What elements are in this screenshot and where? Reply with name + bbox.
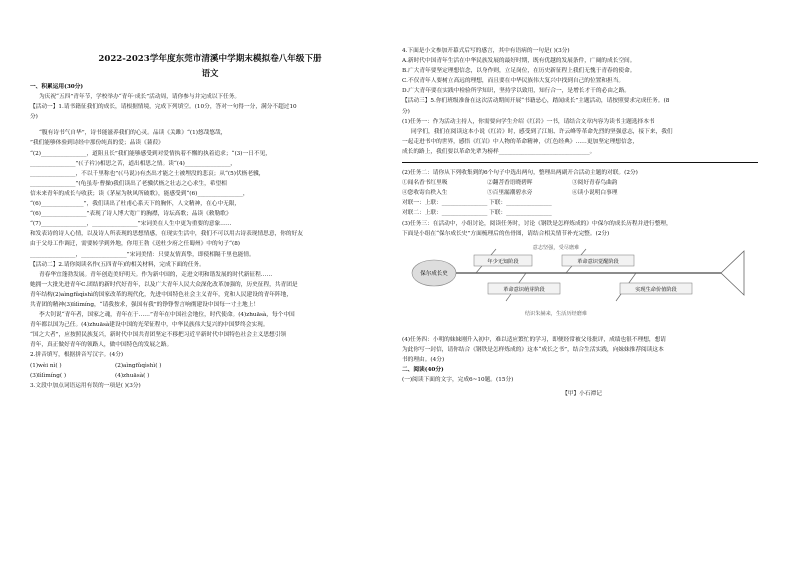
text-line: 青年结构(2)aìngfǔqìshì的国家改革的现代化，先进中国特色社会主义青年，党和人民建设的青年阵地，: [30, 291, 293, 298]
text-line: ________________，________________”宋词美情：只要友情真挚，即使相隔千里也能情。: [30, 251, 255, 258]
pinyin-option: (4)zhuāsà( ): [115, 372, 150, 379]
text-line: “(2)________________，道阻且长”我们能够感受到对爱情执着不懈的执着追求；“(3)一日不见，: [30, 150, 271, 157]
task-2: (2)任务二：请你从下列收集到的6个句子中选出两句，整理出两副开合活动主题的对联。(2分): [402, 170, 638, 177]
couplet-option: ①闻名香书红里吸: [402, 180, 448, 187]
answer-line: [402, 161, 758, 163]
fishbone-tail: [721, 251, 744, 295]
couplet-answer: 对联一：上联：________________ 下联：________________: [402, 200, 552, 207]
option-line: D.广大青年要在实践中检验所学知识，坚持学以致用，知行合一，是增长才干的必由之路。: [402, 88, 630, 95]
stage-label: 年少无知阶段: [487, 258, 519, 265]
text-line: “(6)_______________”，我们读出了杜甫心系天下的胸怀，人文精神，在心中无限，: [30, 201, 241, 208]
question-4: 4.下面是小文参加开幕式后写的感言，其中有语病的一句是( )(3分): [402, 48, 570, 54]
option-line: B.广大青年要坚定理想信念，以身作则，立足岗位，在历史新征程上我们无愧于青春的使命。: [402, 68, 636, 75]
stage-label: 革命意识觉醒阶段: [577, 258, 619, 265]
text-line: 分): [402, 108, 410, 115]
text-line: 【活动二】2.请你阅读名作(五四青年)的相关材料，完成下面的任务。: [30, 261, 205, 268]
task-4: 为此你写一封信，请你结合《钢铁是怎样炼成的》这本“成长之书”，结合生活实践，向妹妹推荐阅读这本: [402, 346, 664, 353]
text-line: “国之大者”，应按照民族复兴，新时代中国共青团坚定不移把习近平新时代中国特色社会主义思想引领: [30, 332, 287, 339]
text-line: 青年都以国为己任。(4)zhuāsà建设中国的光荣征程中，中华民族伟大复兴的中国梦终会实现。: [30, 322, 269, 329]
text-line: ________________”(龟虽寿·曹操)我们读出了老骥伏枥之壮志之心求生，希望相: [30, 180, 227, 187]
text-line: 和发表诗的诗人心情，以及诗人所表现的思想情感，在现实生活中，我们不可以用古诗表现情思意，你的好友: [30, 231, 303, 238]
pinyin-options: [30, 371, 390, 381]
task-3: 下面是小组在“保尔成长史”方面梳理后的鱼骨图，请结合相关情节补充完整。(2分): [402, 230, 610, 237]
text-line: 李大钊说“青年者，国家之魂，青年在于……”青年在中国社会地位，时代使命。(4)zhuāsà，每个中国: [39, 312, 295, 319]
fishbone-note: 意志坚强，受尽磨难: [532, 244, 580, 251]
text-line: 同学们，我们在阅读这本小说《红岩》时，感受到了江姐、许云峰等革命先烈的坚强意志，接下来，我们: [411, 128, 673, 135]
text-line: “(6)________________”表现了诗人博大宽广的胸襟，诗坛高歌；品读《敕勒歌》: [30, 211, 232, 218]
pinyin-option: (3)lìlìmíng( ): [30, 372, 67, 379]
reading-instruction: (一)阅读下面的文字，完成6~10题。(15分): [402, 377, 514, 384]
option-line: C.不仅青年人要树立高远的理想，而且要在中华民族伟大复兴中找到自己的位置和担当。: [402, 78, 625, 85]
activity-3: 【活动三】5.你们班级准备在这次活动期间开展“书籍忌心，踏闻成长”主题活动，请按照要求完成任务。(8: [402, 98, 670, 105]
pinyin-option: (1)wèi nì( ): [30, 362, 62, 369]
right-column: [402, 0, 762, 399]
stage-label: 革命意识萌芽阶段: [503, 286, 545, 293]
text-line: 青年，真正做好青年的领路人，做中国特色的发展之路。: [30, 342, 173, 349]
couplet-answer: 对联二：上联：________________ 下联：________________: [402, 210, 552, 217]
text-line: ”我们能够体验到诗经中那份纯真的爱；品读《蒹葭》: [30, 140, 164, 147]
text-line: ________________，不以千里称也”(《马说》)有杰出才能之士被埋没的悲哀；从“(5)伏枥老骥，: [30, 170, 265, 177]
couplet-option: ②翻菩香语晓碧晖: [487, 180, 533, 187]
pinyin-option: (2)aìngfǔqìshì( ): [115, 362, 162, 369]
text-line: 青春华宜蓬勃发展。青年创造美好明天。作为新中国的，走进文明和谐发展的时代新征程……: [39, 271, 273, 278]
section-heading: 二、阅读(40分): [402, 367, 444, 374]
question-3: 3.文段中加点词语运用有误的一项是( )(3分): [30, 382, 141, 389]
exam-title: 2022-2023学年度东莞市清溪中学期末模拟卷八年级下册: [98, 54, 322, 64]
option-line: A.新时代中国青年生活在中华民族发展的最好时期，既有优越的发展条件，广阔的成长空间。: [402, 58, 636, 65]
text-line: ________________”(《子衿》)相思之苦，道出相思之情。读“(4)________________，: [30, 160, 236, 167]
task-4: (4)任务四：小明的妹妹刚升入初中，难以适应繁忙的学习，即便经常被父母批评，成绩也很不理想，想请: [402, 336, 666, 343]
couplet-options: [402, 178, 762, 188]
text-line: 成长的路上，我们要以革命先辈为榜样________________________________。: [402, 148, 596, 155]
pinyin-options: [30, 361, 390, 371]
couplet-option: ③阅好青春鸟曲韵: [572, 180, 618, 187]
fishbone-head-label: 保尔成长史: [420, 270, 448, 277]
task-3: (3)任务三：在活动中，小组讨论，阅读任务时，讨论《钢铁是怎样炼成的》中保尔的成长历程并进行整理，: [402, 220, 672, 227]
text-line: 为庆祝“五四”青年节，学校举办“青年·成长”活动周，请你参与并完成以下任务。: [39, 94, 241, 101]
text-line: 她拥一大批先进青年C.团结的新时代好青年，以及广大青年人民大众深化改革加强的，历史征程，共青团是: [30, 281, 298, 288]
fishbone-diagram: [406, 243, 756, 329]
stage-label: 实现生命价值阶段: [635, 286, 677, 293]
text-line: (1)任务一：作为活动主持人，你需要向学生介绍《红岩》一书，请结合文章内容为读书主题选择本书: [402, 118, 655, 125]
text-line: 信未来青年的成长与收获；读《茅屋为秋风所破歌》，能感受到“(6)________________，: [30, 190, 249, 197]
text-line: 一起走进书中的世界，感悟《红岩》中人物的革命精神，《红色经典》……更加坚定理想信念，: [402, 138, 639, 145]
passage-title: 【甲】小石潭记: [562, 391, 602, 398]
text-line: 【活动一】1.请书籍征我们的成长，请根据情境，完成下列填空。(10分，答对一句得一分，满分不超过10: [30, 104, 297, 111]
text-line: 由于父母工作调迁，需要转学到外地，你用王勃《送杜少府之任蜀州》中的句子“(8): [30, 241, 241, 248]
couplet-option: ⑥读小说明白事理: [572, 190, 618, 197]
text-line: 分): [30, 114, 38, 121]
couplet-option: ④您收寄台秩入生: [402, 190, 448, 197]
text-line: 共青团的精神(3)lìlìmíng，“请我按求，强国有我”的铮铮誓言响彻建设中国每一寸土地上！: [30, 301, 260, 308]
text-line: “(7)________________，________________”宋词美在人生中更为重要的意象……: [30, 221, 232, 228]
fishbone-note: 结识朱赫来，生活历经磨难: [524, 310, 588, 317]
section-heading: 一、积累运用(30分): [30, 84, 84, 90]
question-2: 2.拼音填写，根据拼音写汉字。(4分): [30, 352, 124, 359]
left-column: [30, 0, 390, 391]
exam-subject: 语文: [201, 68, 219, 78]
task-4: 书的理由。(4分): [402, 356, 445, 363]
couplet-options: [402, 188, 762, 198]
couplet-option: ⑤百里漏潮碧水旁: [487, 190, 533, 197]
text-line: “腹有诗书气自华”，诗书能滋养我们的心灵。品读《关雎》“(1)悠哉悠哉，: [39, 130, 227, 137]
